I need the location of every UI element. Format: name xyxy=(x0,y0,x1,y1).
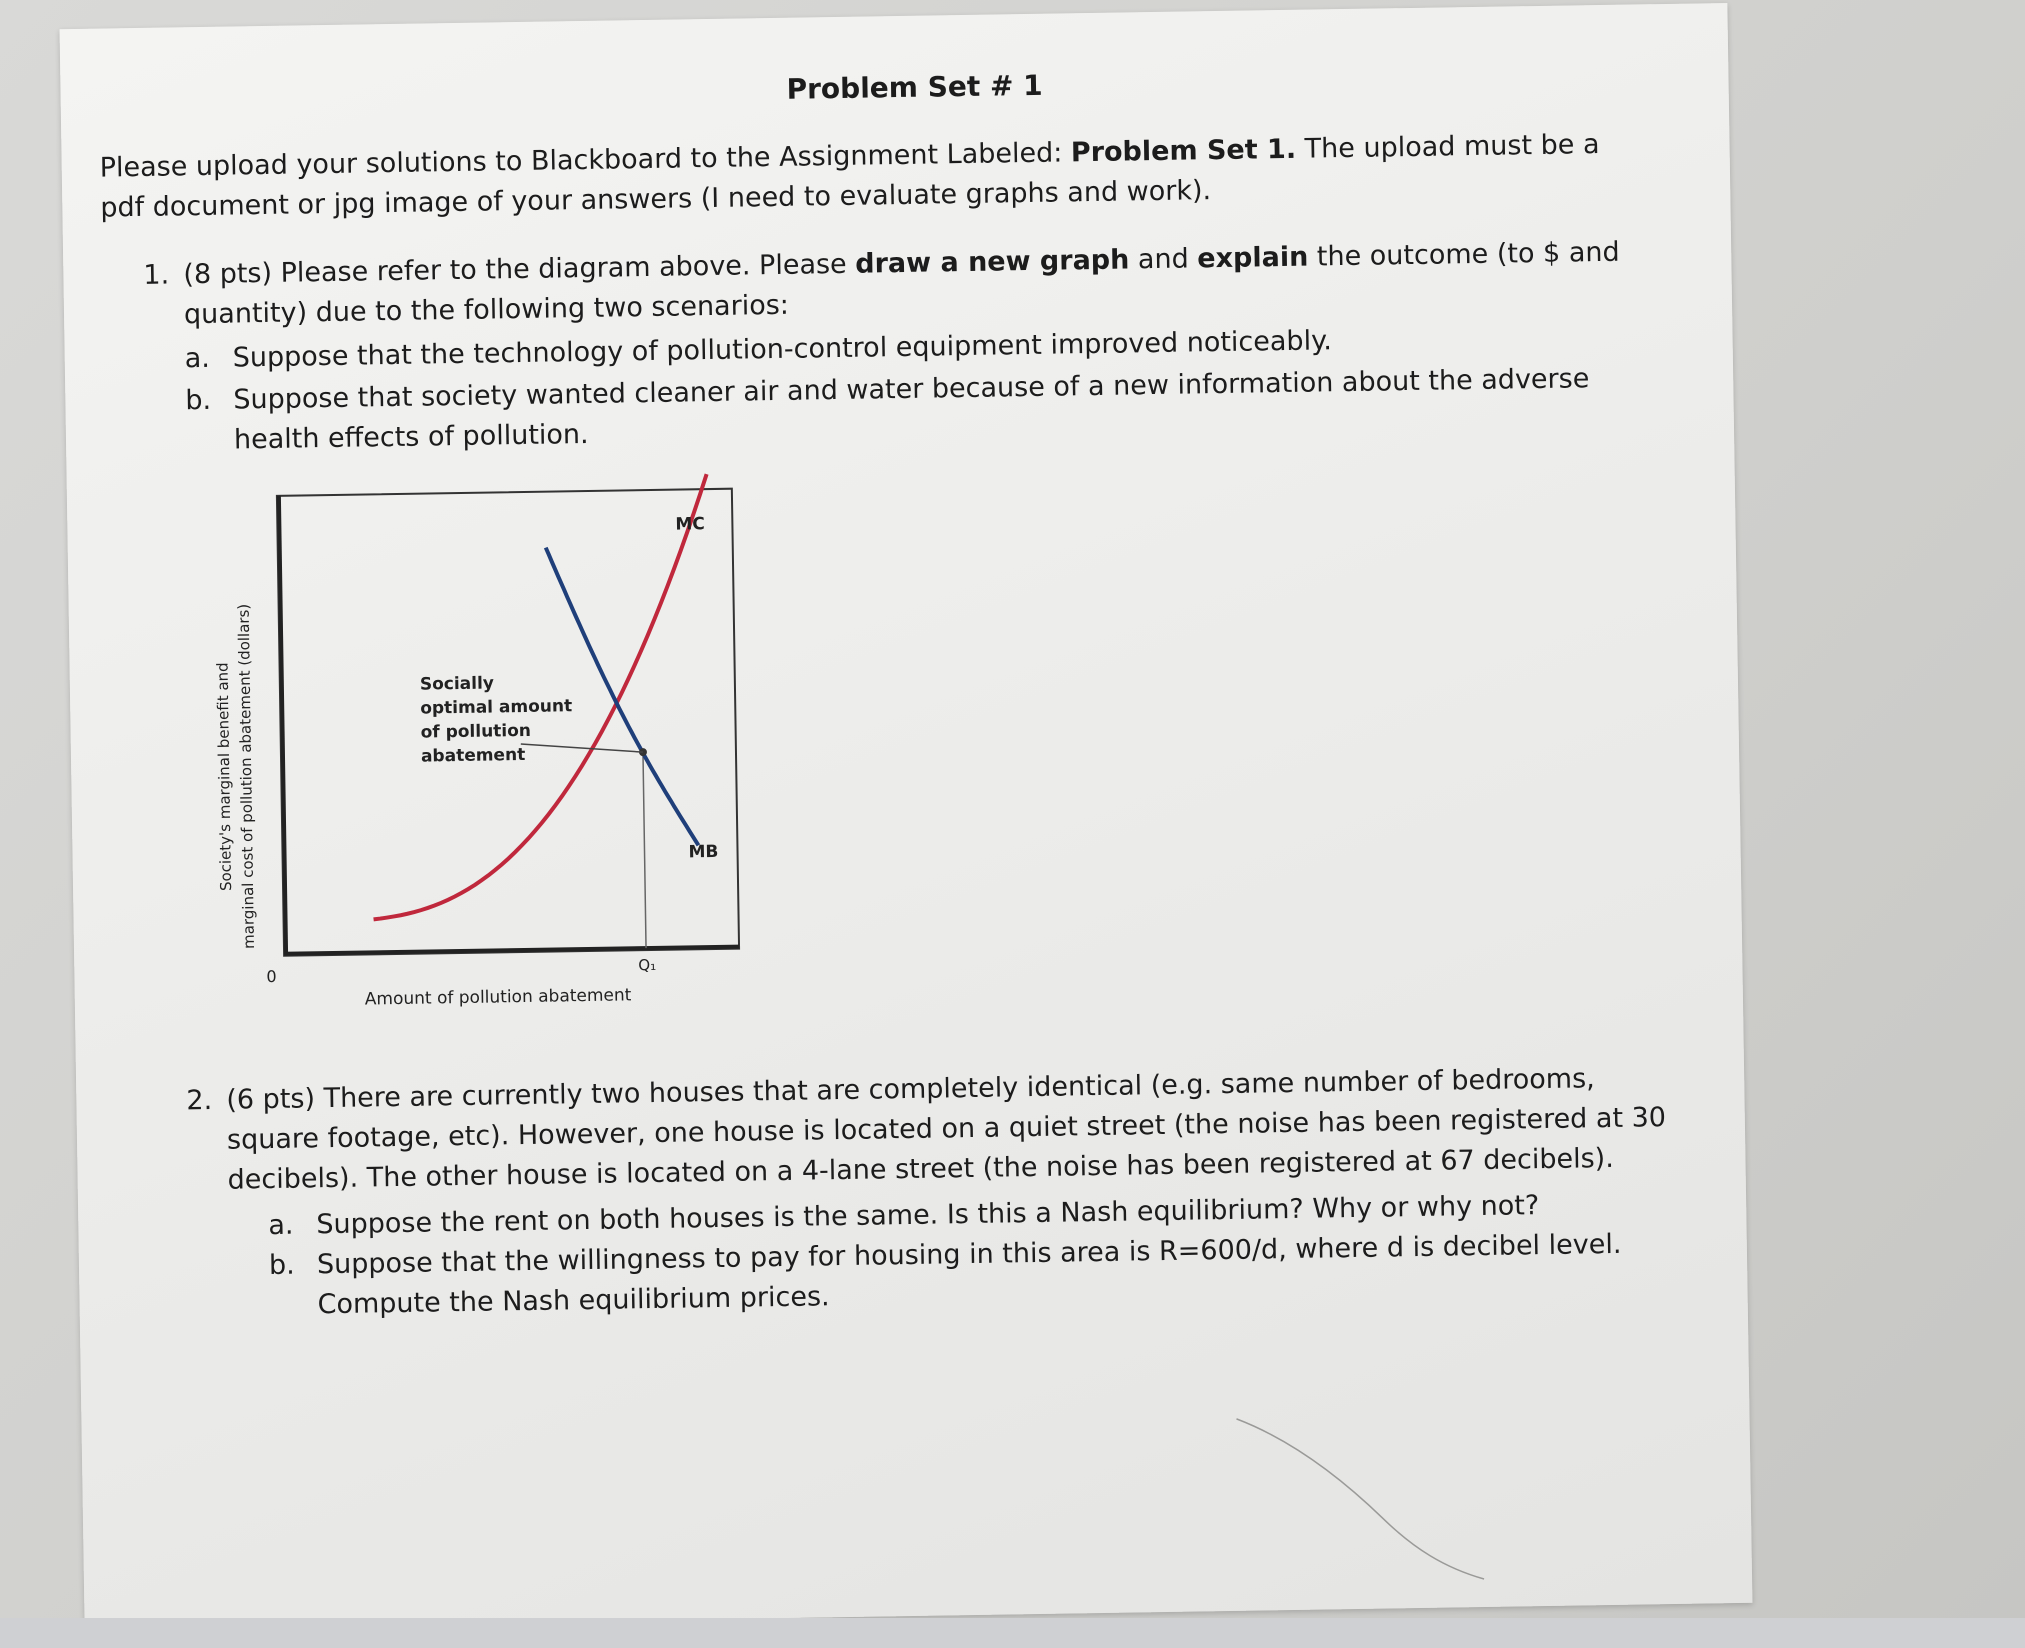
y-axis-label-line2: marginal cost of pollution abatement (dollars) xyxy=(234,603,259,950)
y-axis-label-line1: Society's marginal benefit and xyxy=(213,662,236,892)
annotation-line-3: of pollution xyxy=(420,720,532,743)
annotation-pointer xyxy=(521,742,643,754)
q1-dropline xyxy=(643,752,646,948)
annotation-line-2: optimal amount xyxy=(420,696,573,719)
intro-text-2: The upload must be a pdf document or jpg image of your answers (I need to evaluate graphs and work). xyxy=(100,129,1600,224)
q1-text-mid: and xyxy=(1129,243,1198,276)
intro-bold-assignment: Problem Set 1. xyxy=(1070,133,1297,169)
question-2 xyxy=(146,1057,1706,1321)
mb-mc-chart xyxy=(187,468,756,1037)
question-1 xyxy=(103,232,1663,456)
q1-item-a-letter: a. xyxy=(184,342,211,375)
q1-bold-explain: explain xyxy=(1197,241,1309,275)
q1-bold-draw: draw a new graph xyxy=(855,244,1130,280)
page-title: Problem Set # 1 xyxy=(786,68,1043,106)
annotation-line-4: abatement xyxy=(420,744,526,767)
question-2-prompt: (6 pts) There are currently two houses that are completely identical (e.g. same number of bedrooms, square footage, etc). However, one house is located on a quiet street (the noise has been registered at 30 decibels). The other house is located on a 4-lane street (the noise has been registered at 67 decibels). xyxy=(226,1063,1667,1196)
background-edge xyxy=(0,1618,2025,1648)
x-tick-q1: Q₁ xyxy=(638,955,657,975)
origin-label: 0 xyxy=(266,966,277,987)
question-2-number: 2. xyxy=(186,1084,213,1117)
q1-text-post: the outcome (to $ and quantity) due to the following two scenarios: xyxy=(183,236,1620,331)
q1-item-a: Suppose that the technology of pollution-control equipment improved noticeably. xyxy=(232,325,1333,374)
q2-item-b-letter: b. xyxy=(268,1249,295,1282)
q2-item-b: Suppose that the willingness to pay for housing in this area is R=600/d, where d is decibel level. Compute the Nash equilibrium prices. xyxy=(316,1228,1622,1321)
pencil-mark xyxy=(1231,1407,1494,1591)
q1-item-b: Suppose that society wanted cleaner air and water because of a new information about the adverse health effects of pollution. xyxy=(233,363,1590,456)
question-1-number: 1. xyxy=(143,259,170,291)
q2-item-a-letter: a. xyxy=(268,1209,294,1242)
paper-sheet xyxy=(60,3,1753,1629)
x-axis-label: Amount of pollution abatement xyxy=(364,985,632,1010)
y-axis-label xyxy=(213,604,258,950)
mc-label: MC xyxy=(675,514,705,535)
q2-item-a: Suppose the rent on both houses is the same. Is this a Nash equilibrium? Why or why not? xyxy=(316,1190,1540,1241)
mb-label: MB xyxy=(688,841,719,863)
intro-text-1: Please upload your solutions to Blackboard to the Assignment Labeled: xyxy=(99,137,1072,184)
q1-text-pre: (8 pts) Please refer to the diagram above. Please xyxy=(183,248,856,291)
intro-paragraph xyxy=(99,125,1620,229)
annotation-line-1: Socially xyxy=(419,673,495,695)
q1-item-b-letter: b. xyxy=(185,384,212,417)
